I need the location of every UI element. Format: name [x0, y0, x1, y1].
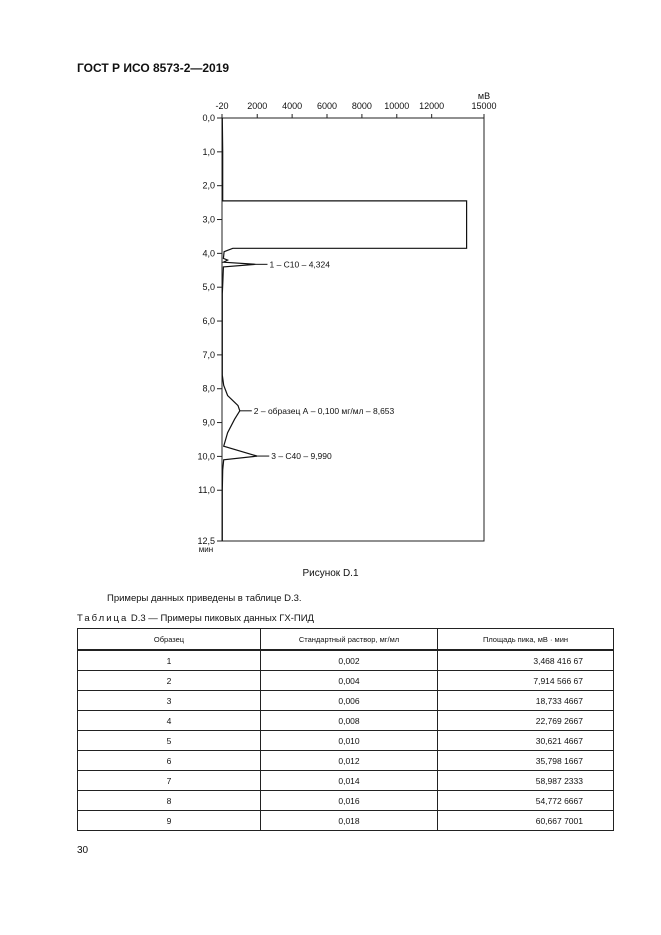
cell-standard-solution: 0,004	[261, 671, 438, 691]
cell-standard-solution: 0,014	[261, 771, 438, 791]
cell-peak-area: 54,772 6667	[438, 791, 614, 811]
y-tick-label: 3,0	[202, 214, 215, 225]
y-tick-label: 11,0	[198, 485, 215, 496]
figure-caption: Рисунок D.1	[302, 568, 359, 579]
x-tick-label: 6000	[316, 101, 338, 111]
table-row	[78, 711, 614, 731]
y-tick-label: 9,0	[202, 417, 215, 428]
y-tick-label: 0,0	[202, 113, 215, 123]
y-tick-label: 8,0	[202, 383, 215, 394]
y-tick-label: 4,0	[202, 248, 215, 259]
peak-annotation: 3 – С40 – 9,990	[271, 451, 332, 462]
table-header-row	[78, 629, 614, 651]
y-tick-label: 5,0	[202, 282, 215, 293]
cell-standard-solution: 0,018	[261, 811, 438, 831]
table-row	[78, 731, 614, 751]
cell-standard-solution: 0,006	[261, 691, 438, 711]
x-tick-label: 2000	[247, 101, 268, 111]
table-title-text: D.3 — Примеры пиковых данных ГХ-ПИД	[128, 613, 314, 624]
x-tick-label: 12000	[419, 101, 445, 111]
y-tick-label: 2,0	[202, 180, 215, 191]
header-standard-solution: Стандартный раствор, мг/мл	[261, 629, 438, 651]
plot-frame	[222, 118, 484, 541]
peak-annotation: 1 – С10 – 4,324	[269, 259, 330, 270]
x-tick-label: -20	[215, 101, 229, 111]
table-row	[78, 771, 614, 791]
cell-peak-area: 7,914 566 67	[438, 671, 614, 691]
cell-sample: 9	[78, 811, 261, 831]
cell-peak-area: 35,798 1667	[438, 751, 614, 771]
cell-sample: 2	[78, 671, 261, 691]
table-row	[78, 671, 614, 691]
cell-standard-solution: 0,010	[261, 731, 438, 751]
x-tick-label: 15000	[471, 101, 497, 111]
page-number: 30	[77, 845, 89, 856]
document-header: ГОСТ Р ИСО 8573-2—2019	[77, 61, 230, 75]
y-tick-label: 12,5	[197, 536, 215, 546]
cell-sample: 6	[78, 751, 261, 771]
cell-peak-area: 60,667 7001	[438, 811, 614, 831]
y-tick-label: 6,0	[202, 316, 215, 327]
table-body	[78, 650, 614, 831]
peak-annotation: 2 – образец А – 0,100 мг/мл – 8,653	[253, 405, 395, 416]
header-peak-area: Площадь пика, мВ · мин	[438, 629, 614, 651]
cell-sample: 1	[78, 650, 261, 671]
cell-standard-solution: 0,008	[261, 711, 438, 731]
cell-sample: 5	[78, 731, 261, 751]
cell-sample: 4	[78, 711, 261, 731]
x-axis-label: мВ	[477, 91, 491, 101]
table-row	[78, 691, 614, 711]
table-row	[78, 811, 614, 831]
cell-standard-solution: 0,002	[261, 650, 438, 671]
cell-peak-area: 58,987 2333	[438, 771, 614, 791]
cell-sample: 3	[78, 691, 261, 711]
cell-peak-area: 3,468 416 67	[438, 650, 614, 671]
table-title	[77, 613, 314, 624]
cell-standard-solution: 0,016	[261, 791, 438, 811]
table-title-prefix: Таблица	[77, 613, 129, 624]
cell-peak-area: 22,769 2667	[438, 711, 614, 731]
cell-standard-solution: 0,012	[261, 751, 438, 771]
cell-sample: 8	[78, 791, 261, 811]
cell-sample: 7	[78, 771, 261, 791]
table-row	[78, 650, 614, 671]
table-row	[78, 751, 614, 771]
header-sample: Образец	[78, 629, 261, 651]
table-row	[78, 791, 614, 811]
intro-paragraph: Примеры данных приведены в таблице D.3.	[107, 593, 302, 604]
signal-line	[222, 118, 466, 541]
y-tick-label: 7,0	[202, 349, 215, 360]
x-tick-label: 10000	[384, 101, 410, 111]
cell-peak-area: 30,621 4667	[438, 731, 614, 751]
x-tick-label: 8000	[351, 101, 372, 111]
y-tick-label: 10,0	[197, 451, 215, 462]
y-tick-label: 1,0	[202, 146, 215, 157]
y-axis-label: мин	[198, 545, 214, 554]
cell-peak-area: 18,733 4667	[438, 691, 614, 711]
peak-data-table	[77, 628, 614, 831]
x-tick-label: 4000	[282, 101, 303, 111]
